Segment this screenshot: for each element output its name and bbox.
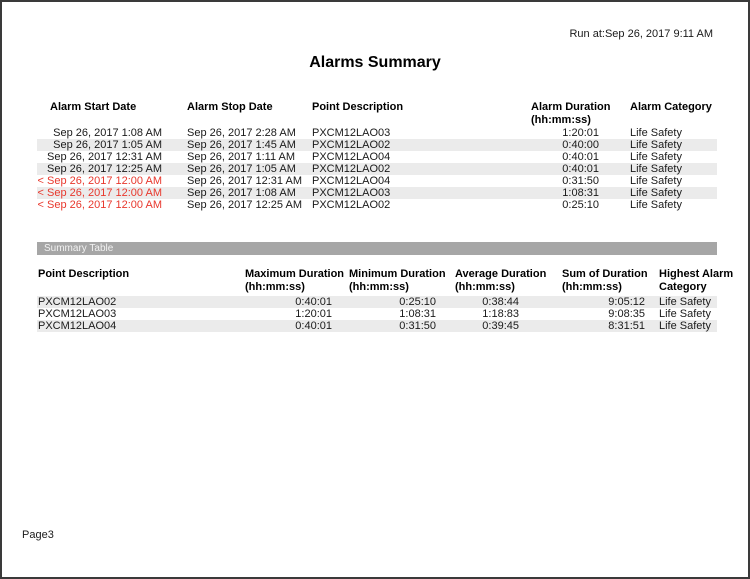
column-header-average-duration	[455, 268, 562, 296]
alarm-stop-date-cell: Sep 26, 2017 1:45 AM	[187, 139, 296, 151]
column-header-maximum-duration	[245, 268, 349, 296]
column-header-minimum-duration-label: Minimum Duration	[349, 268, 446, 280]
alarm-start-date-cell-flagged: < Sep 26, 2017 12:00 AM	[37, 187, 162, 199]
minimum-duration-cell: 0:25:10	[399, 296, 436, 308]
table-row	[37, 308, 717, 320]
table-row	[37, 127, 717, 139]
point-description-cell: PXCM12LAO02	[312, 139, 391, 151]
column-header-highest-alarm-category-label: Highest Alarm	[659, 268, 734, 280]
alarm-duration-cell: 1:20:01	[562, 127, 599, 139]
column-header-alarm-duration	[502, 101, 627, 127]
column-header-minimum-duration-unit: (hh:mm:ss)	[349, 281, 409, 293]
maximum-duration-cell: 0:40:01	[295, 320, 332, 332]
alarm-category-cell: Life Safety	[630, 175, 682, 187]
minimum-duration-cell: 1:08:31	[399, 308, 436, 320]
page-number: Page3	[22, 529, 54, 541]
alarm-start-date-cell-flagged: < Sep 26, 2017 12:00 AM	[37, 199, 162, 211]
page-title: Alarms Summary	[309, 54, 441, 71]
point-description-cell: PXCM12LAO03	[38, 308, 117, 320]
table-row	[37, 320, 717, 332]
sum-of-duration-cell: 8:31:51	[608, 320, 645, 332]
column-header-alarm-stop-date: Alarm Stop Date	[187, 101, 273, 113]
column-header-average-duration-label: Average Duration	[455, 268, 547, 280]
column-header-alarm-duration-label: Alarm Duration	[531, 101, 611, 113]
column-header-sum-of-duration-unit: (hh:mm:ss)	[562, 281, 622, 293]
run-at-timestamp: Run at:Sep 26, 2017 9:11 AM	[569, 28, 713, 40]
point-description-cell: PXCM12LAO04	[312, 175, 391, 187]
column-header-sum-of-duration	[562, 268, 659, 296]
column-header-maximum-duration-unit: (hh:mm:ss)	[245, 281, 305, 293]
table-row	[37, 187, 717, 199]
alarm-start-date-cell: Sep 26, 2017 12:25 AM	[47, 163, 162, 175]
maximum-duration-cell: 0:40:01	[295, 296, 332, 308]
summary-table	[37, 268, 734, 332]
alarm-duration-cell: 0:25:10	[562, 199, 599, 211]
table-row	[37, 296, 717, 308]
column-header-average-duration-unit: (hh:mm:ss)	[455, 281, 515, 293]
alarm-start-date-cell: Sep 26, 2017 12:31 AM	[47, 151, 162, 163]
sum-of-duration-cell: 9:08:35	[608, 308, 645, 320]
alarm-duration-cell: 0:40:01	[562, 151, 599, 163]
average-duration-cell: 0:39:45	[482, 320, 519, 332]
alarm-stop-date-cell: Sep 26, 2017 1:08 AM	[187, 187, 296, 199]
point-description-cell: PXCM12LAO02	[312, 199, 391, 211]
alarm-start-date-cell: Sep 26, 2017 1:05 AM	[53, 139, 162, 151]
alarm-stop-date-cell: Sep 26, 2017 2:28 AM	[187, 127, 296, 139]
maximum-duration-cell: 1:20:01	[295, 308, 332, 320]
column-header-alarm-category: Alarm Category	[630, 101, 712, 113]
table-row	[37, 151, 717, 163]
alarms-table	[37, 101, 717, 211]
column-header-highest-alarm-category	[659, 268, 734, 296]
table-row	[37, 199, 717, 211]
average-duration-cell: 0:38:44	[482, 296, 519, 308]
highest-alarm-category-cell: Life Safety	[659, 296, 711, 308]
alarm-stop-date-cell: Sep 26, 2017 12:31 AM	[187, 175, 302, 187]
alarm-stop-date-cell: Sep 26, 2017 12:25 AM	[187, 199, 302, 211]
highest-alarm-category-cell: Life Safety	[659, 320, 711, 332]
column-header-highest-alarm-category-label2: Category	[659, 281, 707, 293]
alarm-category-cell: Life Safety	[630, 199, 682, 211]
table-row	[37, 175, 717, 187]
column-header-point-description: Point Description	[38, 268, 130, 280]
alarm-duration-cell: 0:40:00	[562, 139, 599, 151]
alarms-table-header-row	[37, 101, 717, 127]
alarm-category-cell: Life Safety	[630, 139, 682, 151]
alarm-stop-date-cell: Sep 26, 2017 1:11 AM	[187, 151, 296, 163]
column-header-minimum-duration	[349, 268, 455, 296]
summary-table-header-row	[37, 268, 717, 296]
column-header-alarm-start-date: Alarm Start Date	[50, 101, 137, 113]
column-header-point-description: Point Description	[312, 101, 404, 113]
alarm-start-date-cell-flagged: < Sep 26, 2017 12:00 AM	[37, 175, 162, 187]
point-description-cell: PXCM12LAO03	[312, 187, 391, 199]
column-header-sum-of-duration-label: Sum of Duration	[562, 268, 648, 280]
alarm-duration-cell: 0:31:50	[562, 175, 599, 187]
average-duration-cell: 1:18:83	[482, 308, 519, 320]
table-row	[37, 163, 717, 175]
alarm-stop-date-cell: Sep 26, 2017 1:05 AM	[187, 163, 296, 175]
alarm-duration-cell: 1:08:31	[562, 187, 599, 199]
point-description-cell: PXCM12LAO04	[312, 151, 391, 163]
alarm-category-cell: Life Safety	[630, 151, 682, 163]
point-description-cell: PXCM12LAO03	[312, 127, 391, 139]
highest-alarm-category-cell: Life Safety	[659, 308, 711, 320]
alarm-start-date-cell: Sep 26, 2017 1:08 AM	[53, 127, 162, 139]
minimum-duration-cell: 0:31:50	[399, 320, 436, 332]
alarm-category-cell: Life Safety	[630, 127, 682, 139]
summary-section-header-bar: Summary Table	[37, 242, 717, 255]
alarm-category-cell: Life Safety	[630, 163, 682, 175]
alarm-duration-cell: 0:40:01	[562, 163, 599, 175]
alarm-category-cell: Life Safety	[630, 187, 682, 199]
table-row	[37, 139, 717, 151]
sum-of-duration-cell: 9:05:12	[608, 296, 645, 308]
column-header-maximum-duration-label: Maximum Duration	[245, 268, 345, 280]
point-description-cell: PXCM12LAO04	[38, 320, 117, 332]
column-header-alarm-duration-unit: (hh:mm:ss)	[531, 114, 591, 126]
point-description-cell: PXCM12LAO02	[312, 163, 391, 175]
point-description-cell: PXCM12LAO02	[38, 296, 117, 308]
